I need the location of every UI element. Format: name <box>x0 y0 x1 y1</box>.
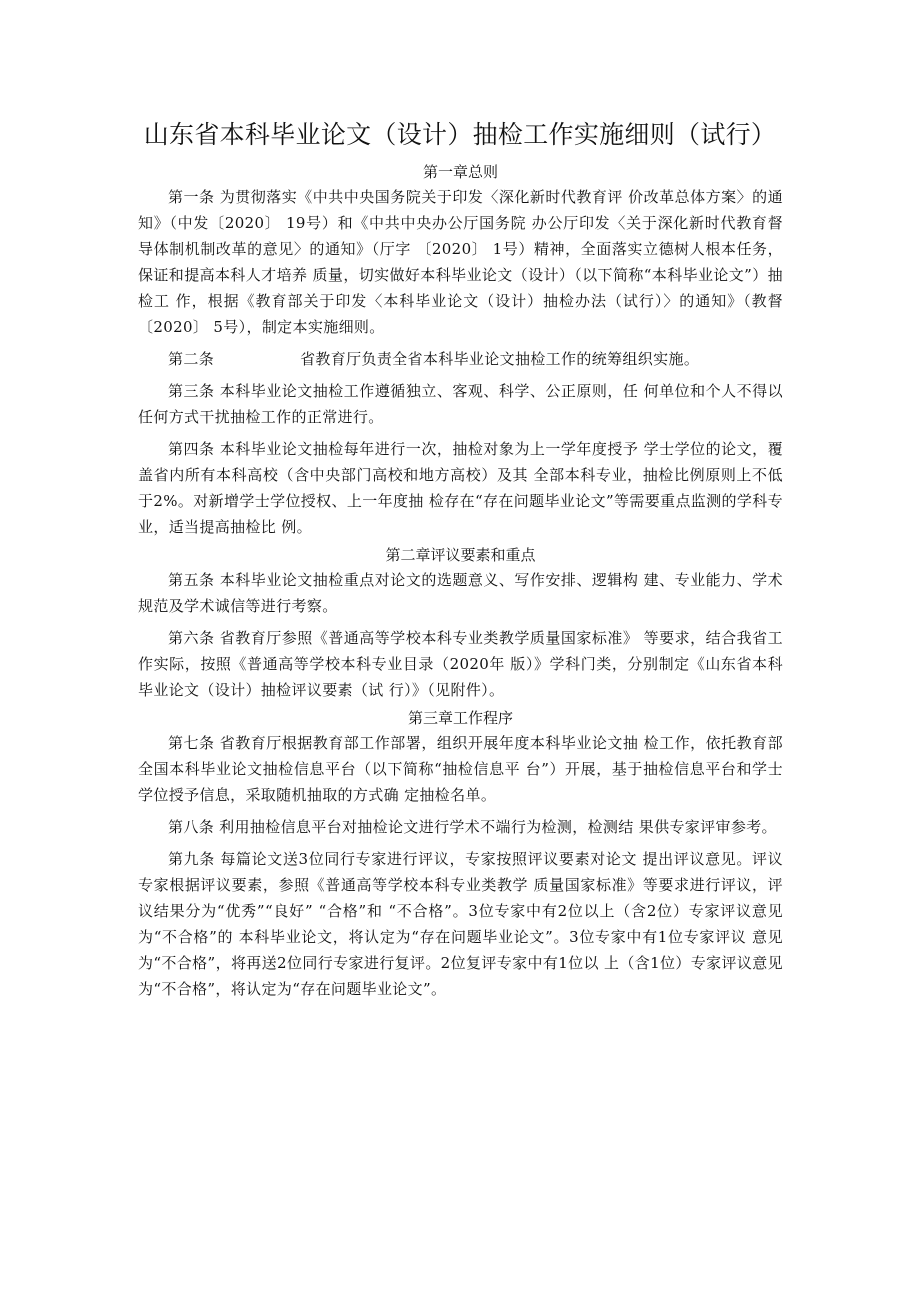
chapter-heading: 第二章评议要素和重点 <box>385 546 536 564</box>
article-3: 第三条 本科毕业论文抽检工作遵循独立、客观、科学、公正原则，任 何单位和个人不得以任何方式干扰抽检工作的正常进行。 <box>138 382 783 426</box>
article-1: 第一条 为贯彻落实《中共中央国务院关于印发〈深化新时代教育评 价改革总体方案〉的通知》（中发〔2020〕 19号）和《中共中央办公厅国务院 办公厅印发〈关于深化新时代教育督导体制机制改革的意见〉的通知》（厅字 〔2020〕 1号）精神，全面落实立德树人根本任务，保证和提高本科人才培养 质量，切实做好本科毕业论文（设计）（以下简称“本科毕业论文”）抽检工 作，根据《教育部关于印发〈本科毕业论文（设计）抽检办法（试行）〉的通知》（教督〔2020〕 5号），制定本实施细则。 <box>138 188 783 336</box>
article-4: 第四条 本科毕业论文抽检每年进行一次，抽检对象为上一学年度授予 学士学位的论文，覆盖省内所有本科高校（含中央部门高校和地方高校）及其 全部本科专业，抽检比例原则上不低于2%。对新增学士学位授权、上一年度抽 检存在“存在问题毕业论文”等需要重点监测的学科专业，适当提高抽检比 例。 <box>138 440 783 536</box>
chapter-heading: 第三章工作程序 <box>407 709 513 727</box>
article-2 <box>138 346 783 372</box>
article-7: 第七条 省教育厅根据教育部工作部署，组织开展年度本科毕业论文抽 检工作，依托教育部全国本科毕业论文抽检信息平台（以下简称“抽检信息平 台”）开展，基于抽检信息平台和学士学位授予信息，采取随机抽取的方式确 定抽检名单。 <box>138 734 783 804</box>
document-title: 山东省本科毕业论文（设计）抽检工作实施细则（试行） <box>143 120 777 149</box>
chapter-heading: 第一章总则 <box>422 163 498 181</box>
document-body <box>138 160 783 1008</box>
article-9: 第九条 每篇论文送3位同行专家进行评议，专家按照评议要素对论文 提出评议意见。评议专家根据评议要素，参照《普通高等学校本科专业类教学 质量国家标准》等要求进行评议，评议结果分为“优秀”“良好” “合格”和 “不合格”。3位专家中有2位以上（含2位）专家评议意见为“不合格”的 本科毕业论文，将认定为“存在问题毕业论文”。3位专家中有1位专家评议 意见为“不合格”，将再送2位同行专家进行复评。2位复评专家中有1位以 上（含1位）专家评议意见为“不合格”，将认定为“存在问题毕业论文”。 <box>138 850 783 998</box>
article-2-text: 省教育厅负责全省本科毕业论文抽检工作的统筹组织实施。 <box>300 350 700 368</box>
article-6: 第六条 省教育厅参照《普通高等学校本科专业类教学质量国家标准》 等要求，结合我省工作实际，按照《普通高等学校本科专业目录（2020年 版）》学科门类，分别制定《山东省本科毕业论文（设计）抽检评议要素（试 行）》（见附件）。 <box>138 629 783 699</box>
article-8: 第八条 利用抽检信息平台对抽检论文进行学术不端行为检测，检测结 果供专家评审参考。 <box>168 818 777 836</box>
article-2-label: 第二条 <box>168 350 215 368</box>
article-5: 第五条 本科毕业论文抽检重点对论文的选题意义、写作安排、逻辑构 建、专业能力、学术规范及学术诚信等进行考察。 <box>138 571 783 615</box>
